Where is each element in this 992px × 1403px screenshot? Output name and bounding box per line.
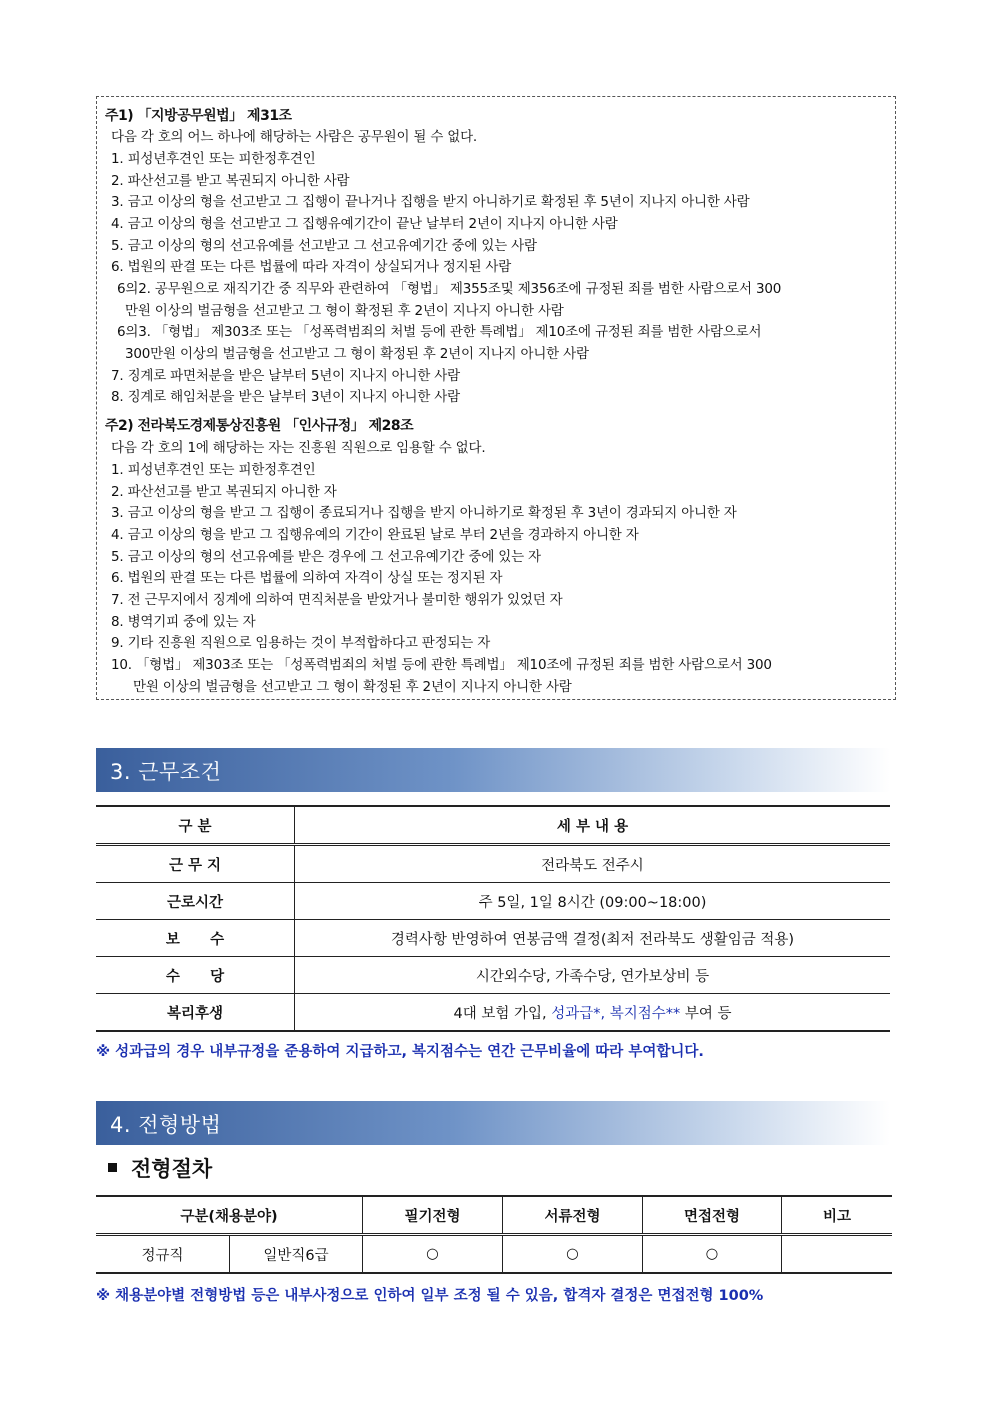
table-row: [96, 1235, 892, 1274]
note2-line: 2. 파산선고를 받고 복권되지 아니한 자: [111, 484, 337, 500]
section4-header: [96, 1101, 890, 1145]
table-header-category: 구 분: [96, 806, 295, 845]
note1-line: 6의3. 「형법」 제303조 또는 「성폭력범죄의 처벌 등에 관한 특례법」 제10조에 규정된 죄를 범한 사람으로서: [117, 324, 762, 340]
row-value: [295, 994, 891, 1032]
note1-line: 1. 피성년후견인 또는 피한정후견인: [111, 151, 316, 167]
square-bullet-icon: [108, 1163, 117, 1172]
note2-line: 9. 기타 진흥원 직원으로 임용하는 것이 부적합하다고 판정되는 자: [111, 635, 491, 651]
note1-line: 300만원 이상의 벌금형을 선고받고 그 형이 확정된 후 2년이 지나지 아니한 사람: [125, 346, 589, 362]
note1-line: 3. 금고 이상의 형을 선고받고 그 집행이 끝나거나 집행을 받지 아니하기로 확정된 후 5년이 지나지 아니한 사람: [111, 194, 750, 210]
note1-line: 6. 법원의 판결 또는 다른 법률에 따라 자격이 상실되거나 정지된 사람: [111, 259, 512, 275]
selection-procedure-heading: [108, 1153, 212, 1183]
note2-line: 5. 금고 이상의 형의 선고유예를 받은 경우에 그 선고유예기간 중에 있는 자: [111, 549, 541, 565]
table-row: [96, 994, 890, 1032]
note2-line: 10. 「형법」 제303조 또는 「성폭력범죄의 처벌 등에 관한 특례법」 제10조에 규정된 죄를 범한 사람으로서 300: [111, 657, 772, 673]
header-written: 필기전형: [363, 1196, 503, 1235]
benefit-text: 4대 보험 가입,: [453, 1005, 552, 1022]
cell-interview-mark: ○: [643, 1235, 782, 1274]
note2-line: 다음 각 호의 1에 해당하는 자는 진흥원 직원으로 임용할 수 없다.: [111, 440, 486, 456]
header-interview: 면접전형: [643, 1196, 782, 1235]
row-label: 보 수: [96, 920, 295, 957]
cell-employment-type: 정규직: [96, 1235, 230, 1274]
note1-title: 주1) 「지방공무원법」 제31조: [105, 108, 292, 124]
note1-line: 다음 각 호의 어느 하나에 해당하는 사람은 공무원이 될 수 없다.: [111, 129, 478, 145]
table-row: [96, 845, 890, 883]
cell-written-mark: ○: [363, 1235, 503, 1274]
note1-line: 5. 금고 이상의 형의 선고유예를 선고받고 그 선고유예기간 중에 있는 사람: [111, 238, 537, 254]
table-header-detail: 세 부 내 용: [295, 806, 891, 845]
note1-line: 4. 금고 이상의 형을 선고받고 그 집행유예기간이 끝난 날부터 2년이 지나지 아니한 사람: [111, 216, 618, 232]
selection-table: [96, 1195, 892, 1274]
section3-header: [96, 748, 890, 792]
work-conditions-table: [96, 805, 890, 1032]
note1-line: 7. 징계로 파면처분을 받은 날부터 5년이 지나지 아니한 사람: [111, 368, 460, 384]
section4-title: 4. 전형방법: [110, 1113, 222, 1137]
note2-line: 4. 금고 이상의 형을 받고 그 집행유예의 기간이 완료된 날로 부터 2년을 경과하지 아니한 자: [111, 527, 639, 543]
row-value: 전라북도 전주시: [295, 845, 891, 883]
row-label: 근로시간: [96, 883, 295, 920]
note1-line: 6의2. 공무원으로 재직기간 중 직무와 관련하여 「형법」 제355조및 제356조에 규정된 죄를 범한 사람으로서 300: [117, 281, 782, 297]
section3-note: ※ 성과급의 경우 내부규정을 준용하여 지급하고, 복지점수는 연간 근무비율에 따라 부여합니다.: [96, 1044, 704, 1060]
header-remarks: 비고: [782, 1196, 893, 1235]
notes-box: [96, 96, 896, 700]
note2-line: 6. 법원의 판결 또는 다른 법률에 의하여 자격이 상실 또는 정지된 자: [111, 570, 503, 586]
note2-line: 만원 이상의 벌금형을 선고받고 그 형이 확정된 후 2년이 지나지 아니한 사람: [133, 679, 572, 695]
table-row: [96, 883, 890, 920]
note2-title: 주2) 전라북도경제통상진흥원 「인사규정」 제28조: [105, 418, 414, 434]
note2-line: 8. 병역기피 중에 있는 자: [111, 614, 256, 630]
cell-position: 일반직6급: [230, 1235, 363, 1274]
row-value: 시간외수당, 가족수당, 연가보상비 등: [295, 957, 891, 994]
table-row: [96, 957, 890, 994]
table-row: [96, 920, 890, 957]
header-document: 서류전형: [503, 1196, 643, 1235]
benefit-text-end: 부여 등: [680, 1005, 732, 1022]
header-category: 구분(채용분야): [96, 1196, 363, 1235]
note1-line: 2. 파산선고를 받고 복권되지 아니한 사람: [111, 173, 350, 189]
cell-document-mark: ○: [503, 1235, 643, 1274]
note2-line: 7. 전 근무지에서 징계에 의하여 면직처분을 받았거나 불미한 행위가 있었던 자: [111, 592, 563, 608]
row-label: 복리후생: [96, 994, 295, 1032]
row-value: 경력사항 반영하여 연봉금액 결정(최저 전라북도 생활임금 적용): [295, 920, 891, 957]
benefit-highlight: 성과급*, 복지점수**: [551, 1005, 681, 1022]
row-value: 주 5일, 1일 8시간 (09:00~18:00): [295, 883, 891, 920]
note2-line: 3. 금고 이상의 형을 받고 그 집행이 종료되거나 집행을 받지 아니하기로 확정된 후 3년이 경과되지 아니한 자: [111, 505, 737, 521]
note2-line: 1. 피성년후견인 또는 피한정후견인: [111, 462, 316, 478]
subhead-label: 전형절차: [131, 1157, 213, 1181]
row-label: 근 무 지: [96, 845, 295, 883]
note1-line: 8. 징계로 해임처분을 받은 날부터 3년이 지나지 아니한 사람: [111, 389, 460, 405]
note1-line: 만원 이상의 벌금형을 선고받고 그 형이 확정된 후 2년이 지나지 아니한 사람: [125, 303, 564, 319]
cell-remarks: [782, 1235, 893, 1274]
section3-title: 3. 근무조건: [110, 760, 222, 784]
row-label: 수 당: [96, 957, 295, 994]
section4-note: ※ 채용분야별 전형방법 등은 내부사정으로 인하여 일부 조정 될 수 있음, 합격자 결정은 면접전형 100%: [96, 1288, 764, 1304]
